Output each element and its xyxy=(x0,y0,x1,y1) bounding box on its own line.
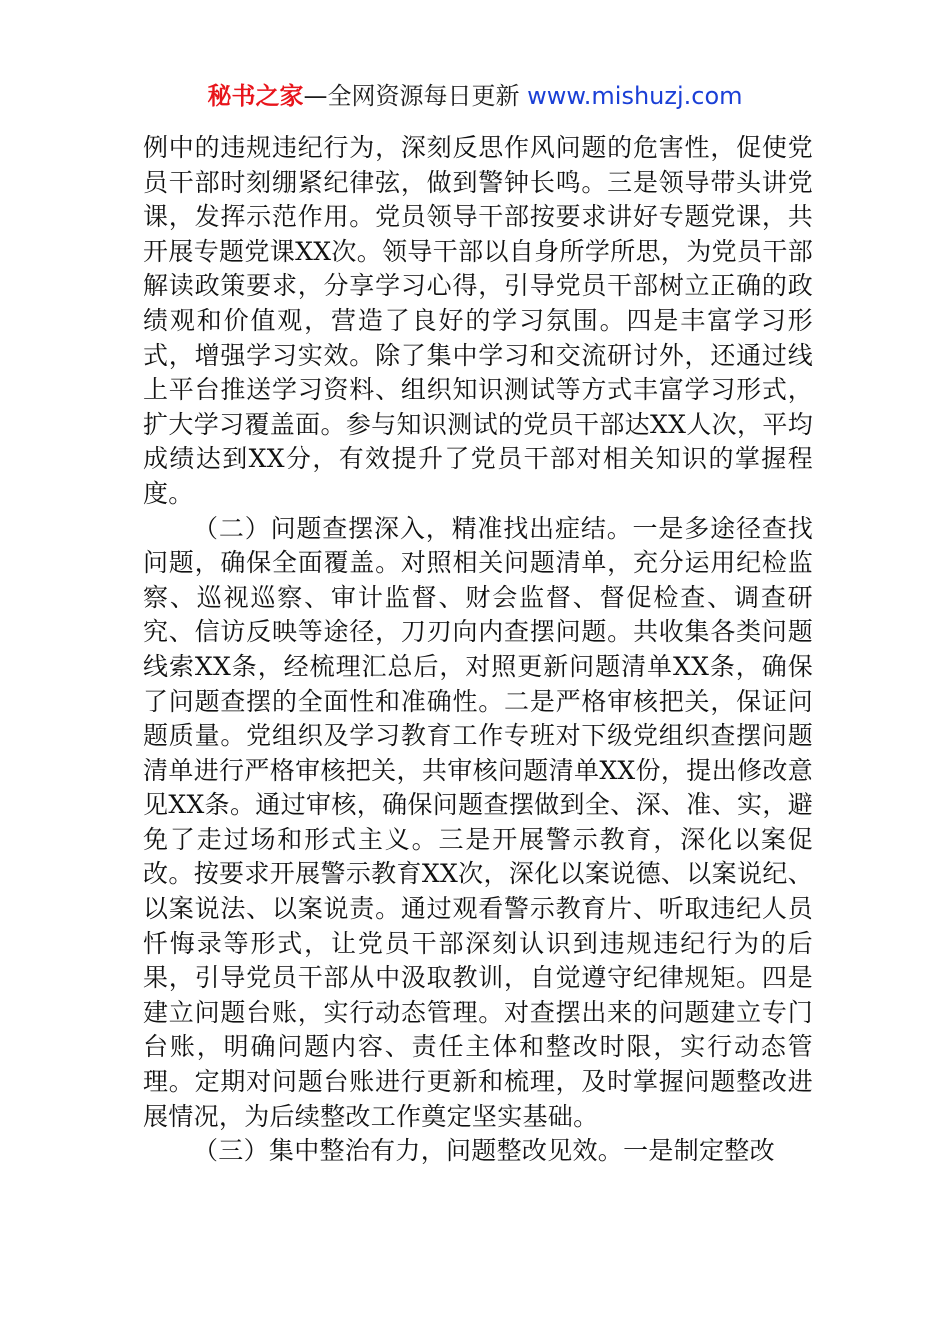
brand-name: 秘书之家 xyxy=(207,82,304,110)
site-url-link[interactable]: www.mishuzj.com xyxy=(527,82,743,110)
body-paragraph: （二）问题查摆深入，精准找出症结。一是多途径查找问题，确保全面覆盖。对照相关问题清单，充分运用纪检监察、巡视巡察、审计监督、财会监督、督促检查、调查研究、信访反映等途径，刀刃向内查摆问题。共收集各类问题线索XX条，经梳理汇总后，对照更新问题清单XX条，确保了问题查摆的全面性和准确性。二是严格审核把关，保证问题质量。党组织及学习教育工作专班对下级党组织查摆问题清单进行严格审核把关，共审核问题清单XX份，提出修改意见XX条。通过审核，确保问题查摆做到全、深、准、实，避免了走过场和形式主义。三是开展警示教育，深化以案促改。按要求开展警示教育XX次，深化以案说德、以案说纪、以案说法、以案说责。通过观看警示教育片、听取违纪人员忏悔录等形式，让党员干部深刻认识到违规违纪行为的后果，引导党员干部从中汲取教训，自觉遵守纪律规矩。四是建立问题台账，实行动态管理。对查摆出来的问题建立专门台账，明确问题内容、责任主体和整改时限，实行动态管理。定期对问题台账进行更新和梳理，及时掌握问题整改进展情况，为后续整改工作奠定坚实基础。 xyxy=(143,513,813,1131)
body-paragraph: 例中的违规违纪行为，深刻反思作风问题的危害性，促使党员干部时刻绷紧纪律弦，做到警钟长鸣。三是领导带头讲党课，发挥示范作用。党员领导干部按要求讲好专题党课，共开展专题党课XX次。领导干部以自身所学所思，为党员干部解读政策要求，分享学习心得，引导党员干部树立正确的政绩观和价值观，营造了良好的学习氛围。四是丰富学习形式，增强学习实效。除了集中学习和交流研讨外，还通过线上平台推送学习资料、组织知识测试等方式丰富学习形式，扩大学习覆盖面。参与知识测试的党员干部达XX人次，平均成绩达到XX分，有效提升了党员干部对相关知识的掌握程度。 xyxy=(143,133,813,508)
header-tagline: —全网资源每日更新 xyxy=(303,82,520,110)
site-header xyxy=(0,78,950,114)
body-paragraph: （三）集中整治有力，问题整改见效。一是制定整改 xyxy=(193,1136,775,1166)
document-body xyxy=(143,131,813,1169)
